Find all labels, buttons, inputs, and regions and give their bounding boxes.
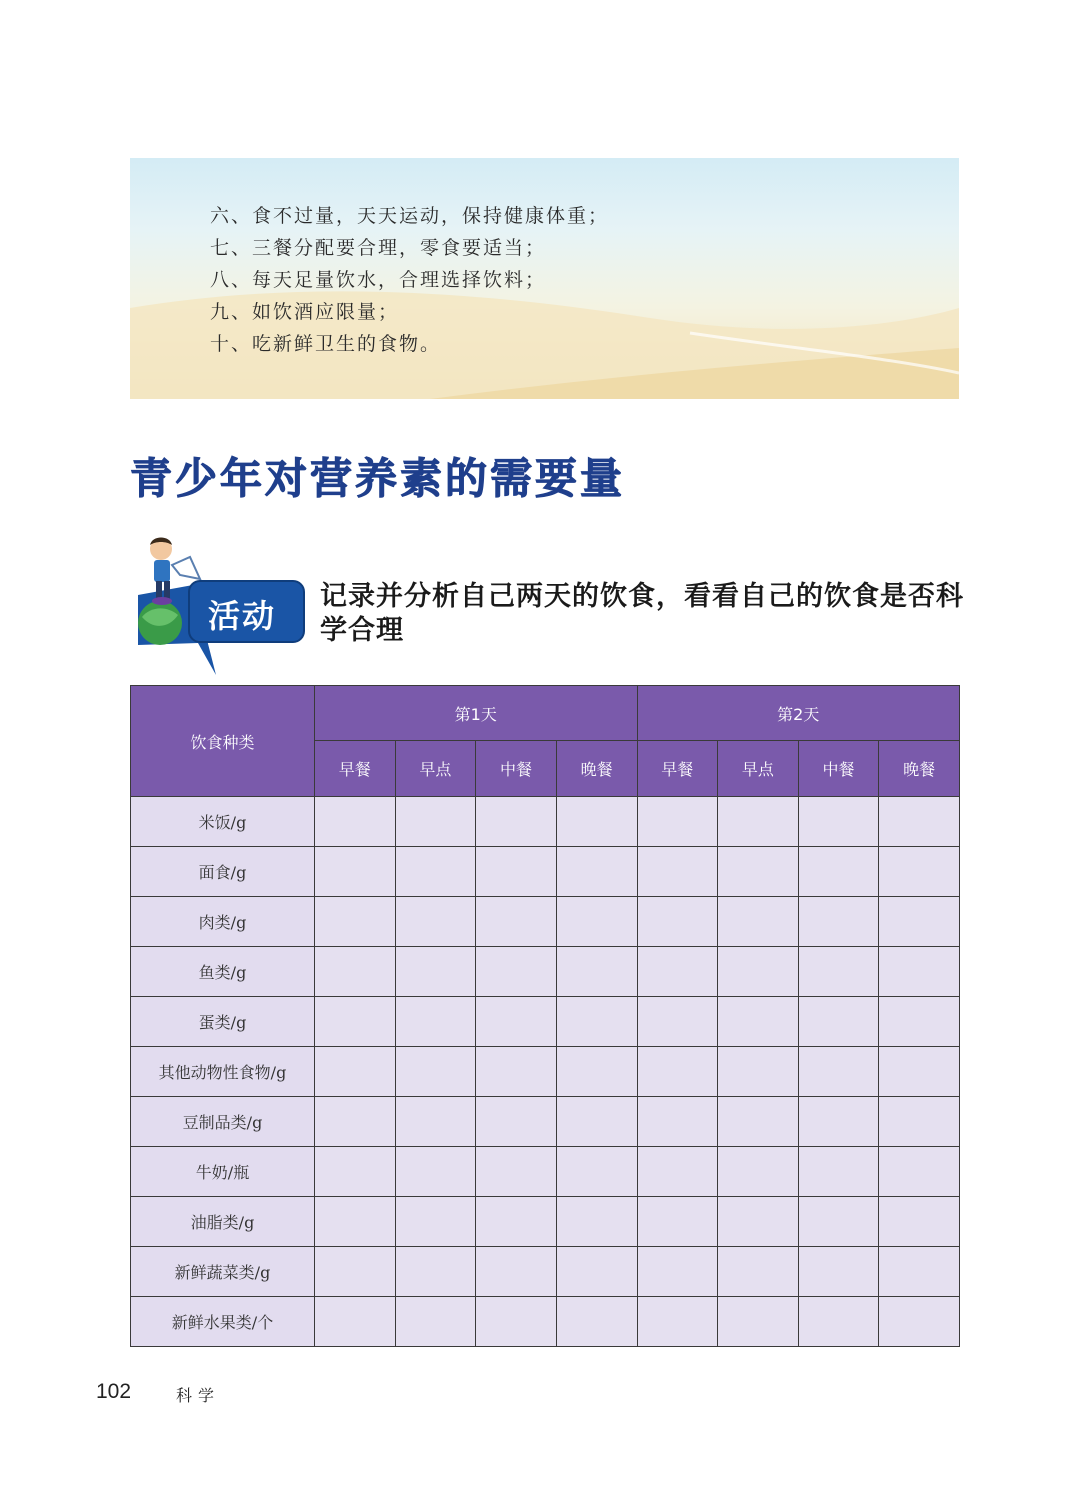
entry-cell[interactable] (879, 1047, 960, 1097)
food-type-cell: 其他动物性食物/g (131, 1047, 315, 1097)
entry-cell[interactable] (556, 1147, 637, 1197)
entry-cell[interactable] (476, 897, 557, 947)
table-row (131, 797, 960, 847)
meal-header: 中餐 (476, 741, 557, 797)
entry-cell[interactable] (879, 947, 960, 997)
entry-cell[interactable] (556, 997, 637, 1047)
entry-cell[interactable] (879, 997, 960, 1047)
entry-cell[interactable] (879, 1097, 960, 1147)
entry-cell[interactable] (637, 797, 718, 847)
entry-cell[interactable] (556, 947, 637, 997)
entry-cell[interactable] (315, 947, 396, 997)
entry-cell[interactable] (315, 1247, 396, 1297)
table-row (131, 897, 960, 947)
entry-cell[interactable] (315, 1097, 396, 1147)
page-number: 102 (96, 1380, 132, 1403)
entry-cell[interactable] (556, 847, 637, 897)
food-type-cell: 蛋类/g (131, 997, 315, 1047)
food-type-cell: 豆制品类/g (131, 1097, 315, 1147)
guideline-item: 八、每天足量饮水，合理选择饮料； (210, 269, 547, 291)
meal-header: 晚餐 (879, 741, 960, 797)
entry-cell[interactable] (637, 1297, 718, 1347)
entry-cell[interactable] (315, 1147, 396, 1197)
section-title: 青少年对营养素的需要量 (130, 454, 626, 503)
entry-cell[interactable] (315, 997, 396, 1047)
entry-cell[interactable] (476, 1247, 557, 1297)
food-type-cell: 新鲜水果类/个 (131, 1297, 315, 1347)
day-2-header: 第2天 (637, 686, 960, 741)
table-row (131, 1147, 960, 1197)
entry-cell[interactable] (476, 1297, 557, 1347)
activity-badge (188, 580, 305, 643)
entry-cell[interactable] (476, 847, 557, 897)
entry-cell[interactable] (798, 847, 879, 897)
entry-cell[interactable] (556, 1047, 637, 1097)
entry-cell[interactable] (395, 1097, 476, 1147)
entry-cell[interactable] (718, 1197, 799, 1247)
food-type-header: 饮食种类 (131, 686, 315, 797)
entry-cell[interactable] (718, 1047, 799, 1097)
entry-cell[interactable] (395, 1297, 476, 1347)
table-row (131, 947, 960, 997)
entry-cell[interactable] (879, 1147, 960, 1197)
food-type-cell: 米饭/g (131, 797, 315, 847)
entry-cell[interactable] (476, 1097, 557, 1147)
entry-cell[interactable] (798, 1297, 879, 1347)
day-1-header: 第1天 (315, 686, 638, 741)
entry-cell[interactable] (476, 997, 557, 1047)
entry-cell[interactable] (879, 1197, 960, 1247)
entry-cell[interactable] (395, 997, 476, 1047)
entry-cell[interactable] (879, 797, 960, 847)
subject-label: 科学 (176, 1386, 221, 1405)
entry-cell[interactable] (637, 1097, 718, 1147)
entry-cell[interactable] (315, 1297, 396, 1347)
guideline-item: 七、三餐分配要合理，零食要适当； (210, 237, 547, 259)
entry-cell[interactable] (395, 1247, 476, 1297)
entry-cell[interactable] (556, 1297, 637, 1347)
guideline-item: 六、食不过量，天天运动，保持健康体重； (210, 205, 610, 227)
table-row (131, 1097, 960, 1147)
entry-cell[interactable] (637, 1197, 718, 1247)
entry-cell[interactable] (315, 797, 396, 847)
entry-cell[interactable] (637, 1247, 718, 1297)
table-row (131, 1247, 960, 1297)
entry-cell[interactable] (637, 997, 718, 1047)
entry-cell[interactable] (395, 797, 476, 847)
entry-cell[interactable] (556, 1097, 637, 1147)
entry-cell[interactable] (395, 1147, 476, 1197)
meal-header: 早餐 (637, 741, 718, 797)
entry-cell[interactable] (476, 1047, 557, 1097)
entry-cell[interactable] (315, 1047, 396, 1097)
entry-cell[interactable] (556, 1197, 637, 1247)
entry-cell[interactable] (798, 947, 879, 997)
food-type-cell: 面食/g (131, 847, 315, 897)
entry-cell[interactable] (798, 1147, 879, 1197)
meal-header: 晚餐 (556, 741, 637, 797)
entry-cell[interactable] (718, 1147, 799, 1197)
food-type-cell: 鱼类/g (131, 947, 315, 997)
entry-cell[interactable] (798, 1097, 879, 1147)
entry-cell[interactable] (798, 797, 879, 847)
meal-header: 早点 (718, 741, 799, 797)
food-type-cell: 新鲜蔬菜类/g (131, 1247, 315, 1297)
entry-cell[interactable] (637, 897, 718, 947)
entry-cell[interactable] (879, 1247, 960, 1297)
entry-cell[interactable] (718, 897, 799, 947)
entry-cell[interactable] (476, 1147, 557, 1197)
entry-cell[interactable] (395, 947, 476, 997)
entry-cell[interactable] (476, 1197, 557, 1247)
entry-cell[interactable] (798, 1247, 879, 1297)
entry-cell[interactable] (879, 897, 960, 947)
entry-cell[interactable] (798, 997, 879, 1047)
entry-cell[interactable] (718, 1247, 799, 1297)
meal-header: 早餐 (315, 741, 396, 797)
entry-cell[interactable] (879, 847, 960, 897)
guidelines-list (210, 200, 609, 360)
table-row (131, 997, 960, 1047)
diet-record-table (130, 685, 960, 1347)
table-row (131, 1197, 960, 1247)
entry-cell[interactable] (879, 1297, 960, 1347)
entry-cell[interactable] (395, 1197, 476, 1247)
entry-cell[interactable] (718, 997, 799, 1047)
meal-header: 早点 (395, 741, 476, 797)
food-type-cell: 牛奶/瓶 (131, 1147, 315, 1197)
entry-cell[interactable] (556, 797, 637, 847)
entry-cell[interactable] (798, 897, 879, 947)
entry-cell[interactable] (556, 1247, 637, 1297)
entry-cell[interactable] (798, 1047, 879, 1097)
table-body (131, 797, 960, 1347)
entry-cell[interactable] (718, 947, 799, 997)
food-type-cell: 油脂类/g (131, 1197, 315, 1247)
entry-cell[interactable] (315, 847, 396, 897)
table-row (131, 847, 960, 897)
entry-cell[interactable] (637, 1047, 718, 1097)
activity-description: 记录并分析自己两天的饮食，看看自己的饮食是否科学合理 (320, 581, 964, 646)
entry-cell[interactable] (718, 1097, 799, 1147)
guideline-item: 十、吃新鲜卫生的食物。 (210, 333, 442, 355)
table-row (131, 1047, 960, 1097)
activity-badge-label: 活动 (208, 597, 277, 635)
entry-cell[interactable] (556, 897, 637, 947)
entry-cell[interactable] (395, 897, 476, 947)
entry-cell[interactable] (476, 947, 557, 997)
entry-cell[interactable] (476, 797, 557, 847)
dietary-guidelines-panel (130, 158, 959, 399)
meal-header: 中餐 (798, 741, 879, 797)
entry-cell[interactable] (637, 1147, 718, 1197)
entry-cell[interactable] (798, 1197, 879, 1247)
entry-cell[interactable] (718, 1297, 799, 1347)
entry-cell[interactable] (637, 947, 718, 997)
guideline-item: 九、如饮酒应限量； (210, 301, 400, 323)
entry-cell[interactable] (637, 847, 718, 897)
entry-cell[interactable] (315, 897, 396, 947)
entry-cell[interactable] (718, 847, 799, 897)
entry-cell[interactable] (395, 1047, 476, 1097)
food-type-cell: 肉类/g (131, 897, 315, 947)
entry-cell[interactable] (315, 1197, 396, 1247)
entry-cell[interactable] (718, 797, 799, 847)
entry-cell[interactable] (395, 847, 476, 897)
table-row (131, 1297, 960, 1347)
